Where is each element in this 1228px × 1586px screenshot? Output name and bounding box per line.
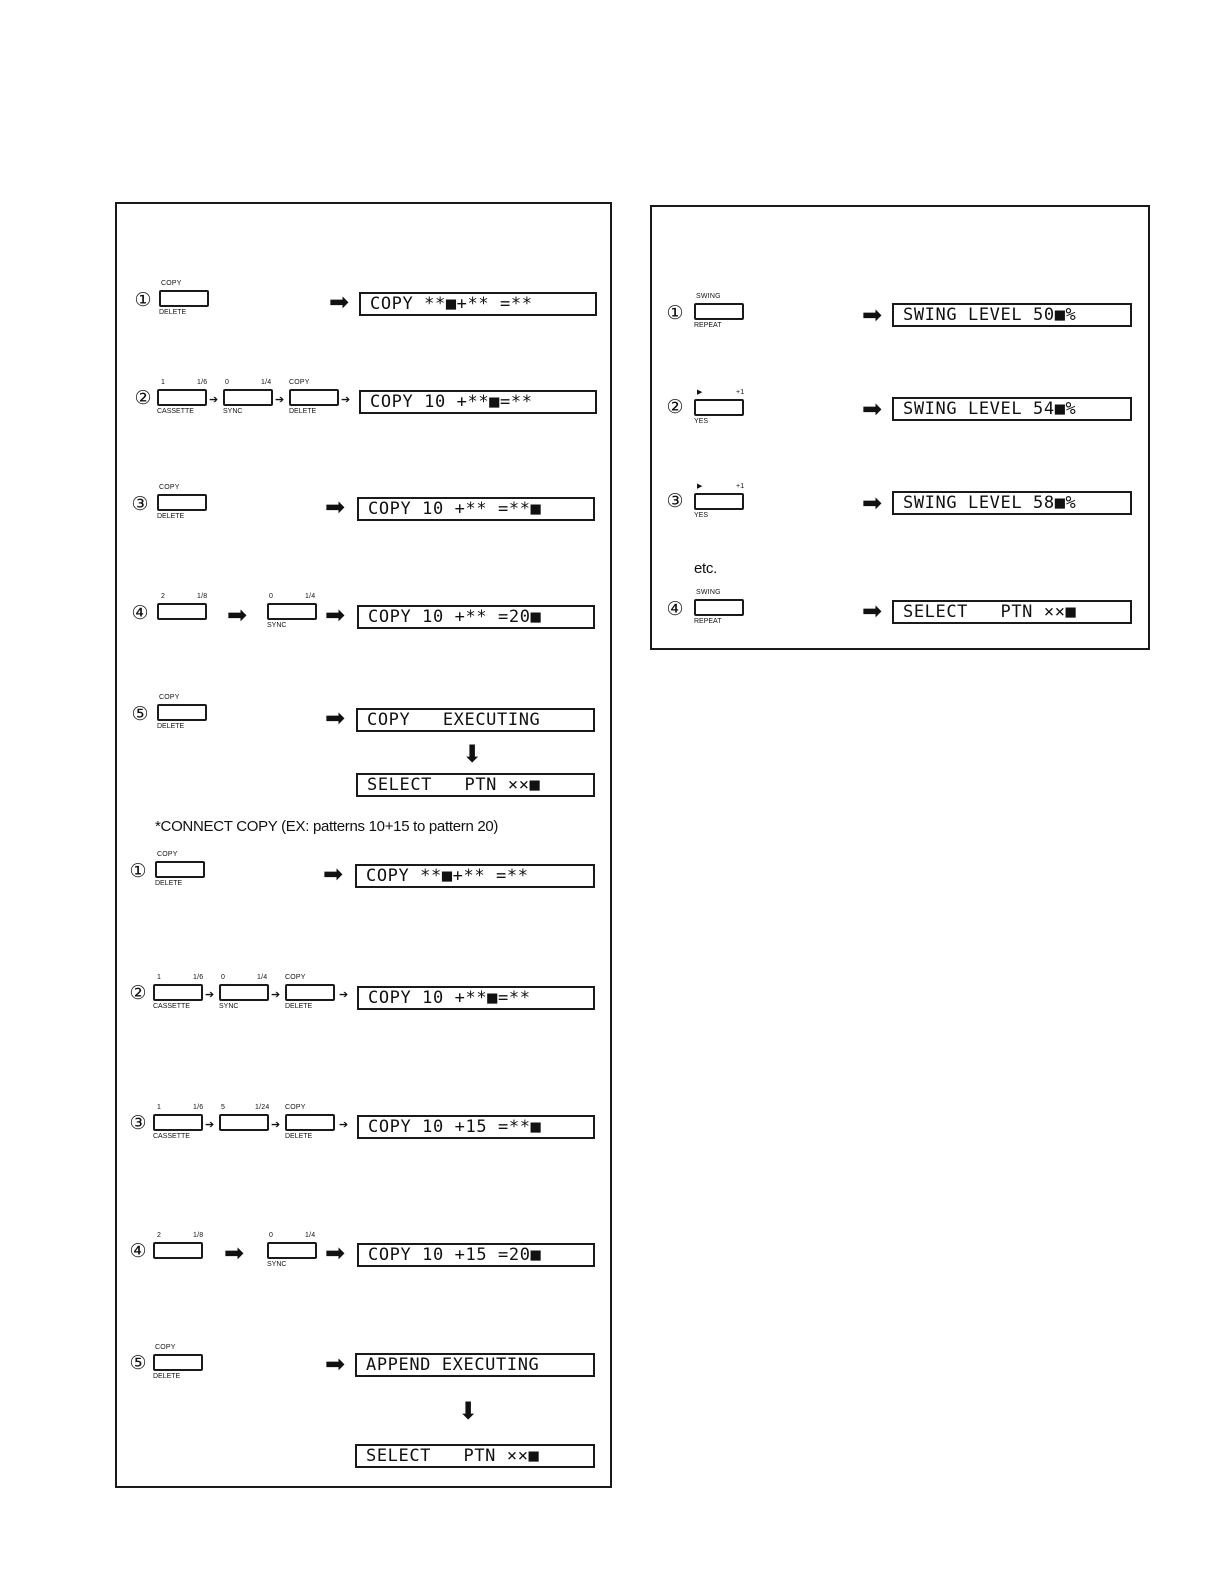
lcd-display: COPY **■+** =** [355,864,595,888]
step-number: ② [666,396,684,418]
step-number: ④ [666,598,684,620]
next-arrow-icon: ➡ [224,1239,245,1267]
sync-key[interactable]: 0 1/4 SYNC [219,974,268,1010]
lcd-display: COPY 10 +** =**■ [357,497,595,521]
cassette-key[interactable]: 1 1/6 CASSETTE [153,974,204,1010]
step-number: ④ [129,1240,147,1262]
copy-delete-key[interactable]: COPY DELETE [155,851,205,889]
lcd-display: APPEND EXECUTING [355,1353,595,1377]
result-arrow-icon: ➡ [862,597,883,625]
numeric-2-key[interactable]: 2 1/8 [157,593,207,631]
step-number: ③ [131,493,149,515]
result-arrow-icon: ➡ [329,288,350,316]
step-number: ② [134,387,152,409]
lcd-display: COPY 10 +**■=** [357,986,595,1010]
swing-panel [650,205,1150,650]
lcd-display: SELECT PTN ××■ [892,600,1132,624]
sync-key[interactable]: 0 1/4 SYNC [223,379,272,415]
lcd-display: SELECT PTN ××■ [355,1444,595,1468]
copy-delete-key[interactable]: COPY DELETE [289,379,339,417]
next-arrow-icon: ➡ [227,601,248,629]
next-arrow-icon: ➔ [275,394,285,406]
numeric-5-key[interactable]: 5 1/24 [219,1104,269,1142]
sync-key[interactable]: 0 1/4 SYNC [267,593,316,629]
swing-repeat-key[interactable]: SWING REPEAT [694,293,744,331]
lcd-display: SELECT PTN ××■ [356,773,595,797]
yes-key[interactable]: ▶ +1 YES [694,389,745,425]
cassette-key[interactable]: 1 1/6 CASSETTE [157,379,208,415]
down-arrow-icon: ⬇ [458,1397,479,1425]
copy-delete-key[interactable]: COPY DELETE [285,1104,335,1142]
lcd-display: SWING LEVEL 50■% [892,303,1132,327]
sync-key[interactable]: 0 1/4 SYNC [267,1232,316,1268]
result-arrow-icon: ➡ [862,395,883,423]
step-number: ⑤ [129,1352,147,1374]
etc-label: etc. [694,560,717,577]
next-arrow-icon: ➔ [339,989,349,1001]
result-arrow-icon: ➡ [862,489,883,517]
step-number: ⑤ [131,703,149,725]
swing-repeat-key[interactable]: SWING REPEAT [694,589,744,627]
step-number: ① [129,860,147,882]
result-arrow-icon: ➡ [862,301,883,329]
next-arrow-icon: ➔ [205,989,215,1001]
result-arrow-icon: ➡ [325,704,346,732]
result-arrow-icon: ➡ [325,493,346,521]
result-arrow-icon: ➡ [325,601,346,629]
numeric-2-key[interactable]: 2 1/8 [153,1232,203,1270]
next-arrow-icon: ➔ [205,1119,215,1131]
step-number: ③ [666,490,684,512]
copy-delete-key[interactable]: COPY DELETE [153,1344,203,1382]
result-arrow-icon: ➡ [323,860,344,888]
lcd-display: COPY **■+** =** [359,292,597,316]
lcd-display: COPY 10 +15 =**■ [357,1115,595,1139]
lcd-display: COPY EXECUTING [356,708,595,732]
next-arrow-icon: ➔ [271,989,281,1001]
step-number: ① [134,289,152,311]
connect-copy-panel [115,202,612,1488]
yes-key[interactable]: ▶ +1 YES [694,483,745,519]
step-number: ④ [131,602,149,624]
lcd-display: COPY 10 +15 =20■ [357,1243,595,1267]
next-arrow-icon: ➔ [209,394,219,406]
copy-delete-key[interactable]: COPY DELETE [159,280,209,318]
next-arrow-icon: ➔ [271,1119,281,1131]
lcd-display: SWING LEVEL 58■% [892,491,1132,515]
copy-delete-key[interactable]: COPY DELETE [157,484,207,522]
lcd-display: COPY 10 +** =20■ [357,605,595,629]
next-arrow-icon: ➔ [339,1119,349,1131]
result-arrow-icon: ➡ [325,1350,346,1378]
section-note: *CONNECT COPY (EX: patterns 10+15 to pattern 20) [155,818,499,835]
copy-delete-key[interactable]: COPY DELETE [157,694,207,732]
next-arrow-icon: ➔ [341,394,351,406]
cassette-key[interactable]: 1 1/6 CASSETTE [153,1104,204,1140]
step-number: ③ [129,1112,147,1134]
copy-delete-key[interactable]: COPY DELETE [285,974,335,1012]
lcd-display: COPY 10 +**■=** [359,390,597,414]
down-arrow-icon: ⬇ [462,740,483,768]
step-number: ② [129,982,147,1004]
step-number: ① [666,302,684,324]
lcd-display: SWING LEVEL 54■% [892,397,1132,421]
result-arrow-icon: ➡ [325,1239,346,1267]
